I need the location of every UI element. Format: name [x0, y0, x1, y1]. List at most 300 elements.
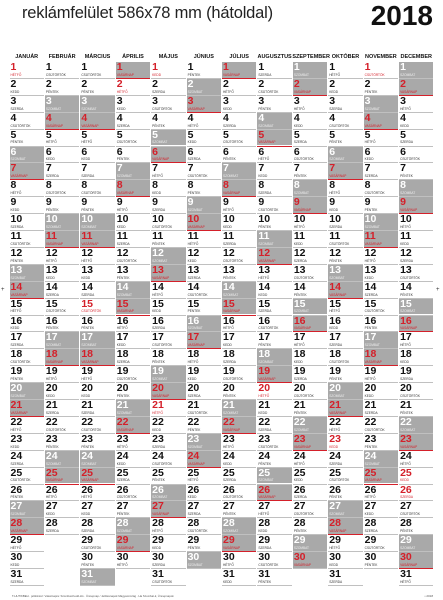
- day-number: 1: [400, 62, 406, 73]
- day-number: 15: [329, 298, 341, 310]
- day-cell: [364, 197, 398, 213]
- day-name: CSÜTÖRTÖK: [116, 377, 137, 382]
- day-cell: [293, 299, 327, 315]
- day-name: VASÁRNAP: [329, 410, 347, 415]
- day-cell: [364, 299, 398, 315]
- day-name: SZOMBAT: [293, 546, 309, 551]
- day-cell: [257, 451, 291, 467]
- day-cell: [80, 163, 114, 179]
- day-name: HÉTFŐ: [152, 529, 163, 534]
- day-name: KEDD: [152, 309, 162, 314]
- footer-text: T-HUTIKBEH · jelölőrész: Vásárnapra: Szombat-Kedd-Hó · Ünnepnap / Jelölésnapok Magyarország · Ha Szombat-k, Ünnepnapok: [12, 594, 174, 598]
- day-cell: [80, 366, 114, 382]
- day-number: 3: [258, 95, 265, 107]
- day-cell: [151, 231, 185, 247]
- day-cell: [116, 434, 150, 450]
- day-number: 17: [258, 332, 271, 344]
- day-number: 7: [400, 163, 406, 175]
- day-number: 5: [329, 129, 336, 141]
- day-name: HÉTFŐ: [364, 377, 376, 382]
- day-name: SZERDA: [187, 393, 201, 398]
- day-number: 2: [152, 78, 158, 90]
- day-number: 19: [116, 366, 129, 378]
- day-number: 7: [10, 163, 17, 175]
- day-cell: [116, 501, 150, 517]
- day-name: PÉNTEK: [258, 343, 272, 348]
- day-number: 27: [258, 501, 271, 513]
- day-name: SZOMBAT: [187, 208, 203, 213]
- day-name: SZERDA: [258, 309, 272, 314]
- row-divider: [364, 568, 398, 569]
- day-name: KEDD: [223, 343, 232, 348]
- day-name: SZOMBAT: [116, 174, 132, 179]
- day-number: 28: [45, 518, 58, 530]
- day-number: 11: [329, 231, 341, 242]
- day-name: SZOMBAT: [45, 224, 62, 229]
- day-number: 12: [10, 247, 23, 259]
- day-cell: [222, 130, 256, 146]
- day-name: SZOMBAT: [258, 241, 274, 246]
- day-cell: [116, 197, 150, 213]
- day-name: HÉTFŐ: [223, 444, 234, 449]
- day-cell: [45, 62, 79, 78]
- day-number: 22: [152, 416, 164, 428]
- day-name: HÉTFŐ: [258, 157, 270, 162]
- day-name: PÉNTEK: [293, 292, 307, 297]
- day-number: 22: [45, 416, 58, 428]
- day-name: KEDD: [329, 89, 339, 94]
- day-name: VASÁRNAP: [258, 377, 276, 382]
- day-name: CSÜTÖRTÖK: [45, 72, 66, 77]
- day-number: 21: [116, 400, 129, 411]
- day-number: 31: [10, 569, 23, 580]
- row-divider: [187, 568, 221, 569]
- day-number: 4: [293, 112, 300, 124]
- day-name: PÉNTEK: [364, 326, 378, 331]
- day-number: 18: [152, 349, 164, 361]
- day-number: 11: [187, 231, 199, 242]
- day-number: 18: [45, 349, 58, 361]
- day-cell: [293, 535, 327, 551]
- day-name: VASÁRNAP: [364, 241, 382, 246]
- day-cell: [80, 147, 114, 163]
- day-name: PÉNTEK: [329, 140, 343, 145]
- day-cell: [328, 552, 362, 568]
- day-cell: [222, 180, 256, 196]
- day-cell: [364, 434, 398, 450]
- day-name: VASÁRNAP: [45, 360, 64, 365]
- day-name: SZERDA: [258, 546, 272, 551]
- day-number: 8: [400, 180, 406, 192]
- day-name: HÉTFŐ: [223, 208, 234, 213]
- day-number: 1: [10, 62, 17, 73]
- day-number: 9: [258, 197, 265, 209]
- day-name: SZOMBAT: [400, 72, 416, 77]
- day-cell: [116, 96, 150, 112]
- day-name: VASÁRNAP: [152, 393, 170, 398]
- day-name: CSÜTÖRTÖK: [223, 258, 243, 263]
- day-cell: [187, 163, 221, 179]
- day-cell: [257, 180, 291, 196]
- day-number: 7: [152, 163, 158, 175]
- day-cell: [293, 197, 327, 213]
- day-cell: [293, 552, 327, 568]
- day-number: 2: [187, 78, 194, 90]
- day-name: SZERDA: [293, 258, 307, 263]
- day-number: 31: [223, 569, 235, 580]
- day-number: 13: [329, 264, 341, 276]
- day-name: KEDD: [329, 562, 339, 567]
- day-cell: [45, 147, 79, 163]
- day-number: 4: [364, 112, 371, 124]
- day-cell: [10, 569, 44, 585]
- day-cell: [10, 214, 44, 230]
- day-number: 30: [258, 552, 271, 564]
- day-number: 15: [258, 298, 271, 310]
- day-cell: [151, 518, 185, 534]
- day-name: SZERDA: [45, 174, 59, 179]
- day-number: 14: [10, 281, 23, 293]
- day-number: 7: [293, 163, 300, 175]
- day-name: VASÁRNAP: [329, 292, 347, 297]
- day-cell: [399, 383, 433, 399]
- day-cell: [222, 434, 256, 450]
- day-name: CSÜTÖRTÖK: [45, 309, 66, 314]
- day-number: 14: [400, 281, 412, 293]
- day-cell: [45, 231, 79, 247]
- day-name: CSÜTÖRTÖK: [223, 495, 243, 500]
- day-cell: [399, 417, 433, 433]
- day-cell: [187, 147, 221, 163]
- day-name: CSÜTÖRTÖK: [152, 461, 173, 466]
- day-name: SZERDA: [187, 275, 201, 280]
- day-cell: [293, 349, 327, 365]
- day-cell: [10, 96, 44, 112]
- day-number: 2: [364, 78, 371, 90]
- day-name: VASÁRNAP: [116, 72, 134, 77]
- day-number: 1: [223, 62, 229, 73]
- day-cell: [293, 96, 327, 112]
- day-cell: [222, 518, 256, 534]
- day-number: 17: [329, 332, 341, 344]
- day-name: SZOMBAT: [10, 393, 26, 398]
- day-number: 1: [116, 62, 123, 73]
- day-cell: [151, 485, 185, 501]
- day-number: 2: [45, 78, 52, 90]
- day-number: 2: [258, 78, 265, 90]
- day-number: 16: [116, 315, 129, 327]
- day-name: SZOMBAT: [293, 191, 309, 196]
- day-name: SZERDA: [329, 224, 343, 229]
- day-number: 6: [364, 146, 371, 158]
- day-number: 21: [329, 400, 341, 411]
- day-name: CSÜTÖRTÖK: [187, 174, 208, 179]
- day-cell: [10, 383, 44, 399]
- day-cell: [222, 282, 256, 298]
- day-number: 11: [10, 231, 22, 242]
- day-cell: [399, 180, 433, 196]
- day-name: SZOMBAT: [10, 275, 26, 280]
- day-cell: [10, 451, 44, 467]
- day-name: HÉTFŐ: [364, 495, 376, 500]
- day-number: 12: [400, 247, 412, 259]
- day-name: VASÁRNAP: [223, 72, 241, 77]
- day-name: KEDD: [258, 174, 268, 179]
- day-name: CSÜTÖRTÖK: [81, 191, 102, 196]
- day-number: 3: [45, 95, 52, 107]
- day-name: CSÜTÖRTÖK: [10, 478, 31, 483]
- day-name: HÉTFŐ: [152, 292, 163, 297]
- day-number: 20: [81, 383, 94, 395]
- day-cell: [399, 79, 433, 95]
- day-name: SZERDA: [45, 529, 59, 534]
- day-cell: [116, 282, 150, 298]
- day-number: 6: [187, 146, 194, 158]
- day-number: 9: [152, 197, 158, 209]
- day-number: 23: [223, 433, 235, 445]
- day-name: HÉTFŐ: [258, 275, 270, 280]
- day-name: SZOMBAT: [364, 343, 380, 348]
- day-name: KEDD: [364, 157, 374, 162]
- day-number: 17: [81, 332, 94, 344]
- day-name: KEDD: [364, 512, 374, 517]
- day-cell: [328, 180, 362, 196]
- day-name: VASÁRNAP: [187, 343, 205, 348]
- day-cell: [293, 214, 327, 230]
- day-cell: [151, 332, 185, 348]
- day-name: KEDD: [329, 326, 339, 331]
- day-name: VASÁRNAP: [293, 444, 311, 449]
- day-name: VASÁRNAP: [364, 360, 382, 365]
- day-number: 12: [45, 247, 58, 259]
- day-number: 4: [187, 112, 194, 124]
- day-cell: [116, 468, 150, 484]
- day-cell: [364, 282, 398, 298]
- day-name: HÉTFŐ: [223, 89, 234, 94]
- day-name: SZERDA: [187, 512, 201, 517]
- day-name: PÉNTEK: [81, 208, 95, 213]
- day-cell: [257, 96, 291, 112]
- day-cell: [116, 518, 150, 534]
- day-name: PÉNTEK: [187, 72, 201, 77]
- day-name: HÉTFŐ: [45, 377, 57, 382]
- day-cell: [45, 299, 79, 315]
- day-number: 3: [223, 95, 229, 107]
- day-number: 4: [45, 112, 52, 124]
- day-name: PÉNTEK: [329, 377, 343, 382]
- day-number: 28: [187, 518, 200, 530]
- day-number: 23: [364, 433, 377, 445]
- day-number: 8: [81, 180, 88, 192]
- day-number: 3: [400, 95, 406, 107]
- day-name: SZERDA: [10, 579, 24, 584]
- day-number: 11: [81, 231, 93, 242]
- day-cell: [10, 231, 44, 247]
- day-number: 24: [364, 450, 377, 462]
- day-cell: [222, 400, 256, 416]
- day-cell: [257, 485, 291, 501]
- day-name: HÉTFŐ: [10, 72, 22, 77]
- day-cell: [151, 316, 185, 332]
- day-name: VASÁRNAP: [223, 546, 241, 551]
- day-name: KEDD: [223, 224, 232, 229]
- day-cell: [10, 316, 44, 332]
- day-number: 11: [293, 231, 305, 242]
- day-name: CSÜTÖRTÖK: [258, 208, 279, 213]
- day-cell: [364, 96, 398, 112]
- day-name: HÉTFŐ: [152, 410, 163, 415]
- day-name: PÉNTEK: [400, 174, 413, 179]
- day-number: 13: [258, 264, 271, 276]
- day-name: KEDD: [152, 427, 162, 432]
- day-number: 20: [116, 383, 129, 395]
- day-number: 4: [400, 112, 406, 124]
- week-separator: [293, 568, 327, 569]
- day-number: 1: [152, 62, 158, 73]
- day-cell: [328, 434, 362, 450]
- day-cell: [45, 518, 79, 534]
- day-cell: [151, 349, 185, 365]
- day-cell: [10, 197, 44, 213]
- day-name: PÉNTEK: [364, 89, 378, 94]
- day-number: 11: [364, 231, 376, 242]
- day-name: HÉTFŐ: [329, 72, 341, 77]
- day-number: 11: [258, 231, 270, 242]
- day-name: HÉTFŐ: [187, 478, 199, 483]
- day-number: 24: [152, 450, 164, 462]
- day-cell: [45, 214, 79, 230]
- month-header: MÁJUS: [158, 54, 178, 60]
- day-cell: [222, 214, 256, 230]
- day-cell: [328, 451, 362, 467]
- day-cell: [45, 501, 79, 517]
- day-name: SZOMBAT: [293, 309, 309, 314]
- day-name: SZERDA: [116, 360, 130, 365]
- day-number: 26: [10, 484, 23, 496]
- day-cell: [222, 248, 256, 264]
- day-cell: [257, 501, 291, 517]
- day-name: PÉNTEK: [10, 377, 24, 382]
- day-cell: [399, 62, 433, 78]
- day-cell: [10, 62, 44, 78]
- day-number: 6: [81, 146, 88, 158]
- day-name: CSÜTÖRTÖK: [45, 427, 66, 432]
- day-name: PÉNTEK: [293, 174, 307, 179]
- day-name: PÉNTEK: [400, 410, 413, 415]
- day-name: VASÁRNAP: [364, 123, 382, 128]
- day-cell: [293, 147, 327, 163]
- footer-mark: • 2018: [424, 594, 433, 598]
- day-cell: [222, 316, 256, 332]
- day-cell: [10, 485, 44, 501]
- day-cell: [399, 197, 433, 213]
- day-name: SZERDA: [10, 461, 24, 466]
- day-name: CSÜTÖRTÖK: [329, 241, 350, 246]
- day-name: HÉTFŐ: [116, 208, 128, 213]
- day-number: 20: [10, 383, 23, 395]
- day-cell: [151, 468, 185, 484]
- day-cell: [257, 332, 291, 348]
- day-cell: [293, 468, 327, 484]
- day-cell: [364, 79, 398, 95]
- day-number: 18: [400, 349, 412, 361]
- day-name: KEDD: [81, 512, 91, 517]
- day-cell: [364, 180, 398, 196]
- day-cell: [399, 366, 433, 382]
- day-name: KEDD: [258, 292, 268, 297]
- day-name: KEDD: [152, 72, 162, 77]
- day-number: 27: [187, 501, 200, 513]
- day-name: SZOMBAT: [223, 529, 239, 534]
- month-header: NOVEMBER: [364, 54, 397, 60]
- day-number: 2: [81, 78, 88, 90]
- day-number: 8: [223, 180, 229, 192]
- day-cell: [222, 451, 256, 467]
- day-cell: [328, 113, 362, 129]
- day-cell: [116, 417, 150, 433]
- day-number: 6: [400, 146, 406, 158]
- day-number: 25: [152, 467, 164, 479]
- day-cell: [45, 248, 79, 264]
- day-cell: [328, 299, 362, 315]
- day-name: CSÜTÖRTÖK: [10, 360, 31, 365]
- day-cell: [399, 552, 433, 568]
- day-cell: [222, 383, 256, 399]
- day-number: 15: [293, 298, 306, 310]
- day-name: CSÜTÖRTÖK: [293, 157, 314, 162]
- day-number: 6: [10, 146, 17, 158]
- day-number: 20: [45, 383, 58, 395]
- day-name: SZERDA: [293, 377, 307, 382]
- day-cell: [328, 366, 362, 382]
- day-name: PÉNTEK: [258, 224, 272, 229]
- day-cell: [222, 299, 256, 315]
- day-name: HÉTFŐ: [329, 191, 341, 196]
- day-name: CSÜTÖRTÖK: [258, 444, 279, 449]
- day-cell: [80, 451, 114, 467]
- day-cell: [80, 518, 114, 534]
- day-number: 24: [187, 450, 200, 462]
- day-cell: [151, 180, 185, 196]
- day-name: HÉTFŐ: [400, 224, 411, 229]
- day-cell: [364, 468, 398, 484]
- day-cell: [10, 265, 44, 281]
- day-number: 20: [329, 383, 341, 395]
- day-name: PÉNTEK: [223, 275, 236, 280]
- day-name: SZOMBAT: [45, 461, 62, 466]
- day-number: 29: [400, 535, 412, 547]
- day-number: 3: [329, 95, 336, 107]
- day-cell: [10, 468, 44, 484]
- day-name: KEDD: [10, 562, 20, 567]
- day-number: 8: [293, 180, 300, 192]
- day-name: SZERDA: [152, 562, 166, 567]
- day-cell: [364, 147, 398, 163]
- day-name: SZOMBAT: [81, 224, 97, 229]
- day-number: 25: [116, 467, 129, 479]
- day-cell: [399, 265, 433, 281]
- day-number: 9: [329, 197, 336, 209]
- day-number: 2: [293, 78, 300, 90]
- day-name: VASÁRNAP: [293, 89, 311, 94]
- day-number: 14: [293, 281, 306, 293]
- day-number: 28: [81, 518, 94, 530]
- day-cell: [399, 485, 433, 501]
- day-cell: [151, 96, 185, 112]
- day-cell: [257, 417, 291, 433]
- day-cell: [328, 501, 362, 517]
- day-cell: [45, 417, 79, 433]
